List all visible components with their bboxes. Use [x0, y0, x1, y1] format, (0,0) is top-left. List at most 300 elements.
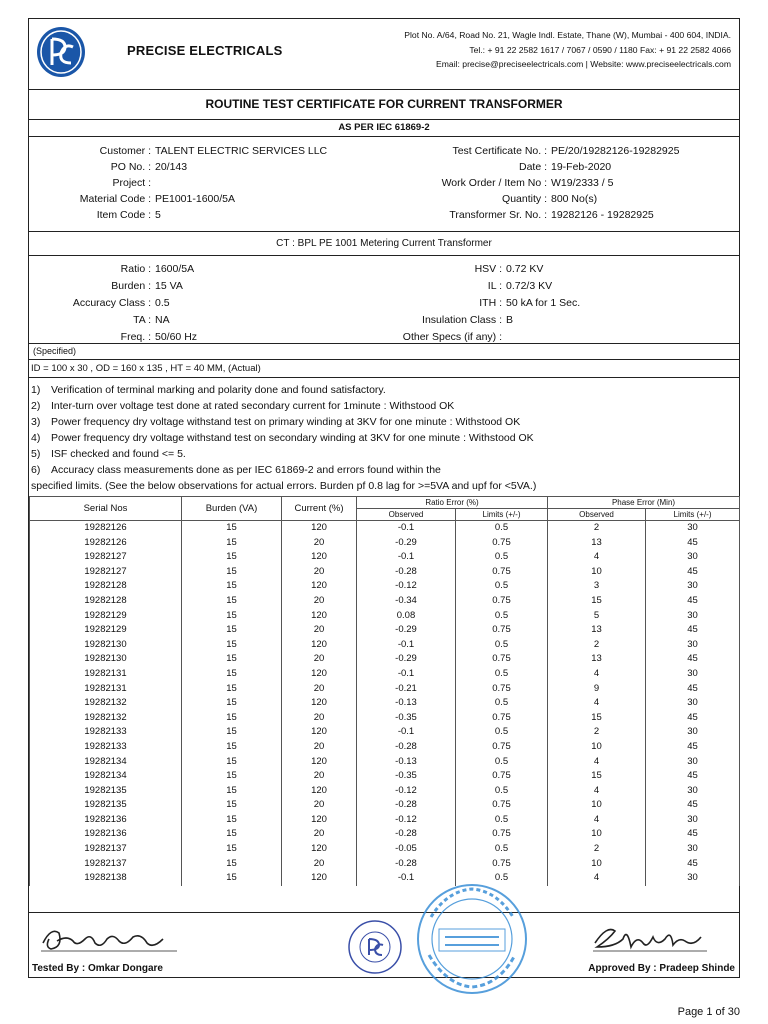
current-cell: 120: [282, 755, 357, 770]
note-text: Inter-turn over voltage test done at rated secondary current for 1minute : Withstood OK: [51, 400, 455, 412]
page-number: Page 1 of 30: [677, 1006, 740, 1018]
phase-limit-cell: 45: [646, 594, 740, 609]
note-text: Power frequency dry voltage withstand test on primary winding at 3KV for one minute : Withstood OK: [51, 416, 521, 428]
burden-cell: 15: [182, 725, 282, 740]
notes-continuation: specified limits. (See the below observations for actual errors. Burden pf 0.8 lag for >=5VA and upf for <5VA.): [31, 480, 537, 492]
table-row: [30, 682, 740, 697]
order-info-row: [29, 175, 355, 191]
burden-cell: 15: [182, 550, 282, 565]
phase-observed-cell: 4: [548, 871, 646, 886]
ct-spec-row: [347, 278, 706, 294]
ct-spec-value: 50/60 Hz: [155, 331, 198, 343]
phase-limit-cell: 30: [646, 521, 740, 536]
signature-area: [29, 912, 739, 979]
table-row: [30, 725, 740, 740]
company-name: PRECISE ELECTRICALS: [127, 43, 283, 58]
table-row: [30, 667, 740, 682]
certificate-info-row: [347, 159, 731, 175]
ratio-observed-cell: -0.28: [357, 565, 456, 580]
certificate-info-value: W19/2333 / 5: [551, 177, 614, 189]
order-info-label: Material Code :: [79, 193, 151, 205]
ct-spec-label: ITH :: [479, 297, 502, 309]
current-cell: 20: [282, 565, 357, 580]
burden-cell: 15: [182, 696, 282, 711]
certificate-info-row: [347, 191, 731, 207]
current-cell: 20: [282, 623, 357, 638]
ratio-limit-cell: 0.5: [456, 609, 548, 624]
order-info-row: [29, 159, 355, 175]
ct-spec-value: 15 VA: [155, 280, 183, 292]
burden-cell: 15: [182, 536, 282, 551]
note-number: 1): [31, 384, 41, 396]
phase-limit-cell: 45: [646, 798, 740, 813]
phase-limit-cell: 30: [646, 813, 740, 828]
ratio-limit-cell: 0.5: [456, 550, 548, 565]
ratio-limit-cell: 0.75: [456, 740, 548, 755]
current-cell: 20: [282, 711, 357, 726]
approved-by-signature: [585, 917, 715, 957]
burden-cell: 15: [182, 827, 282, 842]
phase-observed-cell: 10: [548, 565, 646, 580]
current-cell: 20: [282, 827, 357, 842]
phase-limit-cell: 45: [646, 536, 740, 551]
ratio-limit-cell: 0.5: [456, 667, 548, 682]
burden-cell: 15: [182, 682, 282, 697]
certificate-info-value: 800 No(s): [551, 193, 598, 205]
ratio-limit-cell: 0.75: [456, 711, 548, 726]
ratio-limit-cell: 0.5: [456, 521, 548, 536]
serial-cell: 19282136: [30, 813, 182, 828]
ratio-limit-cell: 0.75: [456, 623, 548, 638]
ratio-limit-cell: 0.5: [456, 813, 548, 828]
specified-note: (Specified): [29, 343, 739, 360]
current-cell: 120: [282, 667, 357, 682]
ct-specification-section: [29, 255, 739, 344]
ratio-observed-cell: -0.28: [357, 798, 456, 813]
note-number: 6): [31, 464, 41, 476]
serial-cell: 19282131: [30, 667, 182, 682]
phase-observed-cell: 4: [548, 813, 646, 828]
ratio-limit-cell: 0.5: [456, 696, 548, 711]
ratio-observed-cell: -0.12: [357, 813, 456, 828]
ct-description: CT : BPL PE 1001 Metering Current Transformer: [29, 231, 739, 256]
burden-cell: 15: [182, 579, 282, 594]
phase-limit-cell: 45: [646, 711, 740, 726]
company-stamp-icon: [407, 877, 537, 995]
serial-cell: 19282136: [30, 827, 182, 842]
ratio-observed-cell: -0.28: [357, 740, 456, 755]
table-row: [30, 798, 740, 813]
ratio-observed-cell: -0.28: [357, 827, 456, 842]
ratio-limit-cell: 0.75: [456, 594, 548, 609]
ct-spec-label: HSV :: [474, 263, 502, 275]
phase-limit-cell: 30: [646, 609, 740, 624]
current-cell: 20: [282, 536, 357, 551]
ratio-observed-cell: -0.1: [357, 521, 456, 536]
ratio-limit-cell: 0.5: [456, 842, 548, 857]
burden-cell: 15: [182, 755, 282, 770]
ct-spec-row: [29, 278, 355, 294]
table-row: [30, 871, 740, 886]
ratio-observed-cell: -0.29: [357, 652, 456, 667]
table-row: [30, 609, 740, 624]
current-cell: 120: [282, 813, 357, 828]
letterhead: [29, 19, 739, 90]
ratio-observed-cell: -0.1: [357, 638, 456, 653]
note-item: [29, 382, 386, 398]
ratio-limit-cell: 0.5: [456, 579, 548, 594]
phase-observed-cell: 3: [548, 579, 646, 594]
ct-spec-value: NA: [155, 314, 170, 326]
ct-spec-label: Other Specs (if any) :: [402, 331, 502, 343]
phase-limit-cell: 30: [646, 696, 740, 711]
ct-spec-label: Insulation Class :: [422, 314, 502, 326]
ratio-limit-cell: 0.75: [456, 827, 548, 842]
tested-by-signature: [37, 921, 187, 957]
ratio-observed-cell: -0.35: [357, 711, 456, 726]
company-seal-icon: [347, 919, 403, 975]
phase-limit-cell: 30: [646, 638, 740, 653]
ratio-observed-cell: -0.29: [357, 623, 456, 638]
note-item: [29, 430, 534, 446]
burden-cell: 15: [182, 784, 282, 799]
note-number: 3): [31, 416, 41, 428]
certificate-frame: [28, 18, 740, 978]
order-info-value: 5: [155, 209, 161, 221]
current-cell: 20: [282, 682, 357, 697]
phase-observed-cell: 15: [548, 594, 646, 609]
header-ratio-error: Ratio Error (%): [357, 497, 548, 509]
note-item: [29, 398, 454, 414]
phase-limit-cell: 45: [646, 565, 740, 580]
note-item: [29, 414, 520, 430]
burden-cell: 15: [182, 594, 282, 609]
ratio-observed-cell: -0.34: [357, 594, 456, 609]
serial-cell: 19282135: [30, 798, 182, 813]
ratio-limit-cell: 0.5: [456, 725, 548, 740]
ratio-observed-cell: -0.1: [357, 667, 456, 682]
serial-cell: 19282128: [30, 579, 182, 594]
current-cell: 120: [282, 638, 357, 653]
phase-observed-cell: 9: [548, 682, 646, 697]
serial-cell: 19282133: [30, 740, 182, 755]
ratio-observed-cell: -0.05: [357, 842, 456, 857]
order-info-row: [29, 143, 355, 159]
company-address: [404, 28, 731, 72]
ratio-observed-cell: -0.28: [357, 857, 456, 872]
note-text: ISF checked and found <= 5.: [51, 448, 186, 460]
email-line: Email: precise@preciseelectricals.com | Website: www.preciseelectricals.com: [436, 59, 731, 69]
ct-spec-label: Burden :: [111, 280, 151, 292]
table-row: [30, 579, 740, 594]
test-notes: [29, 378, 739, 497]
table-row: [30, 813, 740, 828]
table-row: [30, 521, 740, 536]
phase-observed-cell: 13: [548, 536, 646, 551]
order-info-label: PO No. :: [110, 161, 151, 173]
table-row: [30, 565, 740, 580]
order-info-row: [29, 191, 355, 207]
ct-spec-label: Ratio :: [120, 263, 151, 275]
order-info-label: Item Code :: [96, 209, 151, 221]
burden-cell: 15: [182, 521, 282, 536]
note-text: Accuracy class measurements done as per IEC 61869-2 and errors found within the: [51, 464, 441, 476]
phase-observed-cell: 2: [548, 842, 646, 857]
ct-spec-value: 0.5: [155, 297, 170, 309]
current-cell: 120: [282, 725, 357, 740]
phase-limit-cell: 30: [646, 871, 740, 886]
table-row: [30, 755, 740, 770]
ct-spec-value: 0.72/3 KV: [506, 280, 553, 292]
burden-cell: 15: [182, 798, 282, 813]
current-cell: 120: [282, 579, 357, 594]
ratio-limit-cell: 0.75: [456, 798, 548, 813]
ct-spec-value: B: [506, 314, 514, 326]
phase-limit-cell: 45: [646, 682, 740, 697]
order-info-value: PE1001-1600/5A: [155, 193, 235, 205]
ratio-observed-cell: -0.21: [357, 682, 456, 697]
phase-observed-cell: 2: [548, 725, 646, 740]
ratio-limit-cell: 0.5: [456, 755, 548, 770]
ct-spec-row: [29, 295, 355, 311]
certificate-info-label: Test Certificate No. :: [452, 145, 547, 157]
serial-cell: 19282129: [30, 609, 182, 624]
certificate-info-row: [347, 207, 731, 223]
burden-cell: 15: [182, 652, 282, 667]
ct-spec-label: IL :: [487, 280, 502, 292]
ratio-observed-cell: -0.1: [357, 725, 456, 740]
table-row: [30, 827, 740, 842]
current-cell: 120: [282, 871, 357, 886]
header-burden: Burden (VA): [182, 497, 282, 521]
ratio-limit-cell: 0.75: [456, 682, 548, 697]
burden-cell: 15: [182, 740, 282, 755]
ratio-limit-cell: 0.5: [456, 638, 548, 653]
phase-observed-cell: 10: [548, 740, 646, 755]
ct-spec-label: TA :: [133, 314, 151, 326]
order-info-label: Customer :: [99, 145, 151, 157]
phase-observed-cell: 4: [548, 550, 646, 565]
header-serial: Serial Nos: [30, 497, 182, 521]
ratio-limit-cell: 0.75: [456, 565, 548, 580]
serial-cell: 19282137: [30, 842, 182, 857]
phase-observed-cell: 5: [548, 609, 646, 624]
ct-spec-row: [29, 261, 355, 277]
phase-observed-cell: 15: [548, 711, 646, 726]
certificate-info-row: [347, 143, 731, 159]
table-row: [30, 711, 740, 726]
certificate-info-label: Date :: [518, 161, 547, 173]
table-row: [30, 594, 740, 609]
order-info-value: 20/143: [155, 161, 188, 173]
ratio-observed-cell: -0.13: [357, 696, 456, 711]
current-cell: 20: [282, 652, 357, 667]
ratio-limit-cell: 0.75: [456, 769, 548, 784]
current-cell: 120: [282, 784, 357, 799]
phase-observed-cell: 10: [548, 857, 646, 872]
burden-cell: 15: [182, 638, 282, 653]
note-text: Verification of terminal marking and polarity done and found satisfactory.: [51, 384, 386, 396]
phase-limit-cell: 45: [646, 827, 740, 842]
burden-cell: 15: [182, 813, 282, 828]
table-row: [30, 842, 740, 857]
current-cell: 20: [282, 857, 357, 872]
phase-limit-cell: 45: [646, 740, 740, 755]
results-table: [29, 496, 740, 886]
order-info-value: [151, 175, 355, 191]
note-text: Power frequency dry voltage withstand test on secondary winding at 3KV for one minute : Withstood OK: [51, 432, 534, 444]
note-item: [29, 446, 186, 462]
phase-limit-cell: 45: [646, 769, 740, 784]
ct-spec-value: 0.72 KV: [506, 263, 544, 275]
certificate-info-label: Work Order / Item No :: [441, 177, 547, 189]
note-number: 4): [31, 432, 41, 444]
note-number: 5): [31, 448, 41, 460]
phase-observed-cell: 13: [548, 652, 646, 667]
ct-spec-row: [29, 312, 355, 328]
ratio-limit-cell: 0.75: [456, 652, 548, 667]
burden-cell: 15: [182, 667, 282, 682]
phase-limit-cell: 45: [646, 652, 740, 667]
serial-cell: 19282138: [30, 871, 182, 886]
ratio-observed-cell: -0.35: [357, 769, 456, 784]
table-row: [30, 696, 740, 711]
burden-cell: 15: [182, 842, 282, 857]
serial-cell: 19282134: [30, 769, 182, 784]
serial-cell: 19282131: [30, 682, 182, 697]
serial-cell: 19282130: [30, 652, 182, 667]
ratio-observed-cell: -0.12: [357, 579, 456, 594]
current-cell: 120: [282, 842, 357, 857]
ct-spec-value: 50 kA for 1 Sec.: [506, 297, 581, 309]
phase-observed-cell: 2: [548, 521, 646, 536]
burden-cell: 15: [182, 857, 282, 872]
table-row: [30, 536, 740, 551]
standard-reference: AS PER IEC 61869-2: [29, 119, 739, 137]
phase-observed-cell: 4: [548, 755, 646, 770]
tested-by-label: Tested By : Omkar Dongare: [32, 963, 163, 974]
ct-spec-row: [347, 261, 706, 277]
phase-limit-cell: 30: [646, 579, 740, 594]
phase-observed-cell: 10: [548, 827, 646, 842]
header-phase-limits: Limits (+/-): [646, 509, 740, 521]
current-cell: 120: [282, 696, 357, 711]
burden-cell: 15: [182, 565, 282, 580]
phase-limit-cell: 45: [646, 623, 740, 638]
phase-limit-cell: 30: [646, 667, 740, 682]
ratio-limit-cell: 0.75: [456, 857, 548, 872]
current-cell: 120: [282, 550, 357, 565]
phase-limit-cell: 30: [646, 755, 740, 770]
header-ratio-observed: Observed: [357, 509, 456, 521]
ratio-observed-cell: -0.1: [357, 871, 456, 886]
phase-observed-cell: 4: [548, 667, 646, 682]
phase-limit-cell: 30: [646, 550, 740, 565]
serial-cell: 19282129: [30, 623, 182, 638]
ct-spec-row: [347, 312, 706, 328]
ratio-observed-cell: -0.12: [357, 784, 456, 799]
current-cell: 120: [282, 521, 357, 536]
serial-cell: 19282133: [30, 725, 182, 740]
table-row: [30, 550, 740, 565]
note-item: [29, 462, 441, 478]
table-row: [30, 740, 740, 755]
phase-observed-cell: 13: [548, 623, 646, 638]
header-ratio-limits: Limits (+/-): [456, 509, 548, 521]
order-info-section: [29, 136, 739, 232]
company-logo-icon: [35, 25, 87, 79]
current-cell: 20: [282, 769, 357, 784]
phase-observed-cell: 10: [548, 798, 646, 813]
burden-cell: 15: [182, 871, 282, 886]
ratio-observed-cell: -0.29: [357, 536, 456, 551]
phase-observed-cell: 2: [548, 638, 646, 653]
phone-line: Tel.: + 91 22 2582 1617 / 7067 / 0590 / 1180 Fax: + 91 22 2582 4066: [469, 44, 731, 55]
header-phase-error: Phase Error (Min): [548, 497, 740, 509]
serial-cell: 19282127: [30, 550, 182, 565]
ct-spec-label: Accuracy Class :: [72, 297, 151, 309]
certificate-info-label: Quantity :: [502, 193, 547, 205]
serial-cell: 19282137: [30, 857, 182, 872]
note-number: 2): [31, 400, 41, 412]
serial-cell: 19282135: [30, 784, 182, 799]
phase-limit-cell: 45: [646, 857, 740, 872]
current-cell: 20: [282, 798, 357, 813]
burden-cell: 15: [182, 711, 282, 726]
current-cell: 20: [282, 740, 357, 755]
serial-cell: 19282132: [30, 711, 182, 726]
order-info-value: TALENT ELECTRIC SERVICES LLC: [155, 145, 328, 157]
table-row: [30, 857, 740, 872]
phase-limit-cell: 30: [646, 725, 740, 740]
table-row: [30, 638, 740, 653]
burden-cell: 15: [182, 609, 282, 624]
ct-spec-row: [347, 295, 706, 311]
serial-cell: 19282128: [30, 594, 182, 609]
address-line: Plot No. A/64, Road No. 21, Wagle Indl. Estate, Thane (W), Mumbai - 400 604, INDIA.: [404, 30, 731, 40]
serial-cell: 19282134: [30, 755, 182, 770]
table-row: [30, 623, 740, 638]
certificate-info-label: Transformer Sr. No. :: [449, 209, 547, 221]
certificate-info-row: [347, 175, 731, 191]
document-title: ROUTINE TEST CERTIFICATE FOR CURRENT TRANSFORMER: [29, 89, 739, 120]
burden-cell: 15: [182, 769, 282, 784]
ct-spec-value: 1600/5A: [155, 263, 195, 275]
table-row: [30, 769, 740, 784]
phase-observed-cell: 4: [548, 784, 646, 799]
serial-cell: 19282126: [30, 536, 182, 551]
ratio-limit-cell: 0.5: [456, 871, 548, 886]
serial-cell: 19282127: [30, 565, 182, 580]
order-info-label: Project :: [112, 177, 151, 189]
phase-observed-cell: 4: [548, 696, 646, 711]
table-row: [30, 784, 740, 799]
serial-cell: 19282130: [30, 638, 182, 653]
actual-dimensions: ID = 100 x 30 , OD = 160 x 135 , HT = 40 MM, (Actual): [29, 360, 739, 378]
table-row: [30, 652, 740, 667]
serial-cell: 19282132: [30, 696, 182, 711]
ratio-observed-cell: 0.08: [357, 609, 456, 624]
certificate-info-value: PE/20/19282126-19282925: [551, 145, 680, 157]
certificate-info-value: 19-Feb-2020: [551, 161, 612, 173]
current-cell: 120: [282, 609, 357, 624]
approved-by-label: Approved By : Pradeep Shinde: [588, 963, 735, 974]
order-info-row: [29, 207, 355, 223]
certificate-info-value: 19282126 - 19282925: [551, 209, 654, 221]
header-current: Current (%): [282, 497, 357, 521]
serial-cell: 19282126: [30, 521, 182, 536]
current-cell: 20: [282, 594, 357, 609]
